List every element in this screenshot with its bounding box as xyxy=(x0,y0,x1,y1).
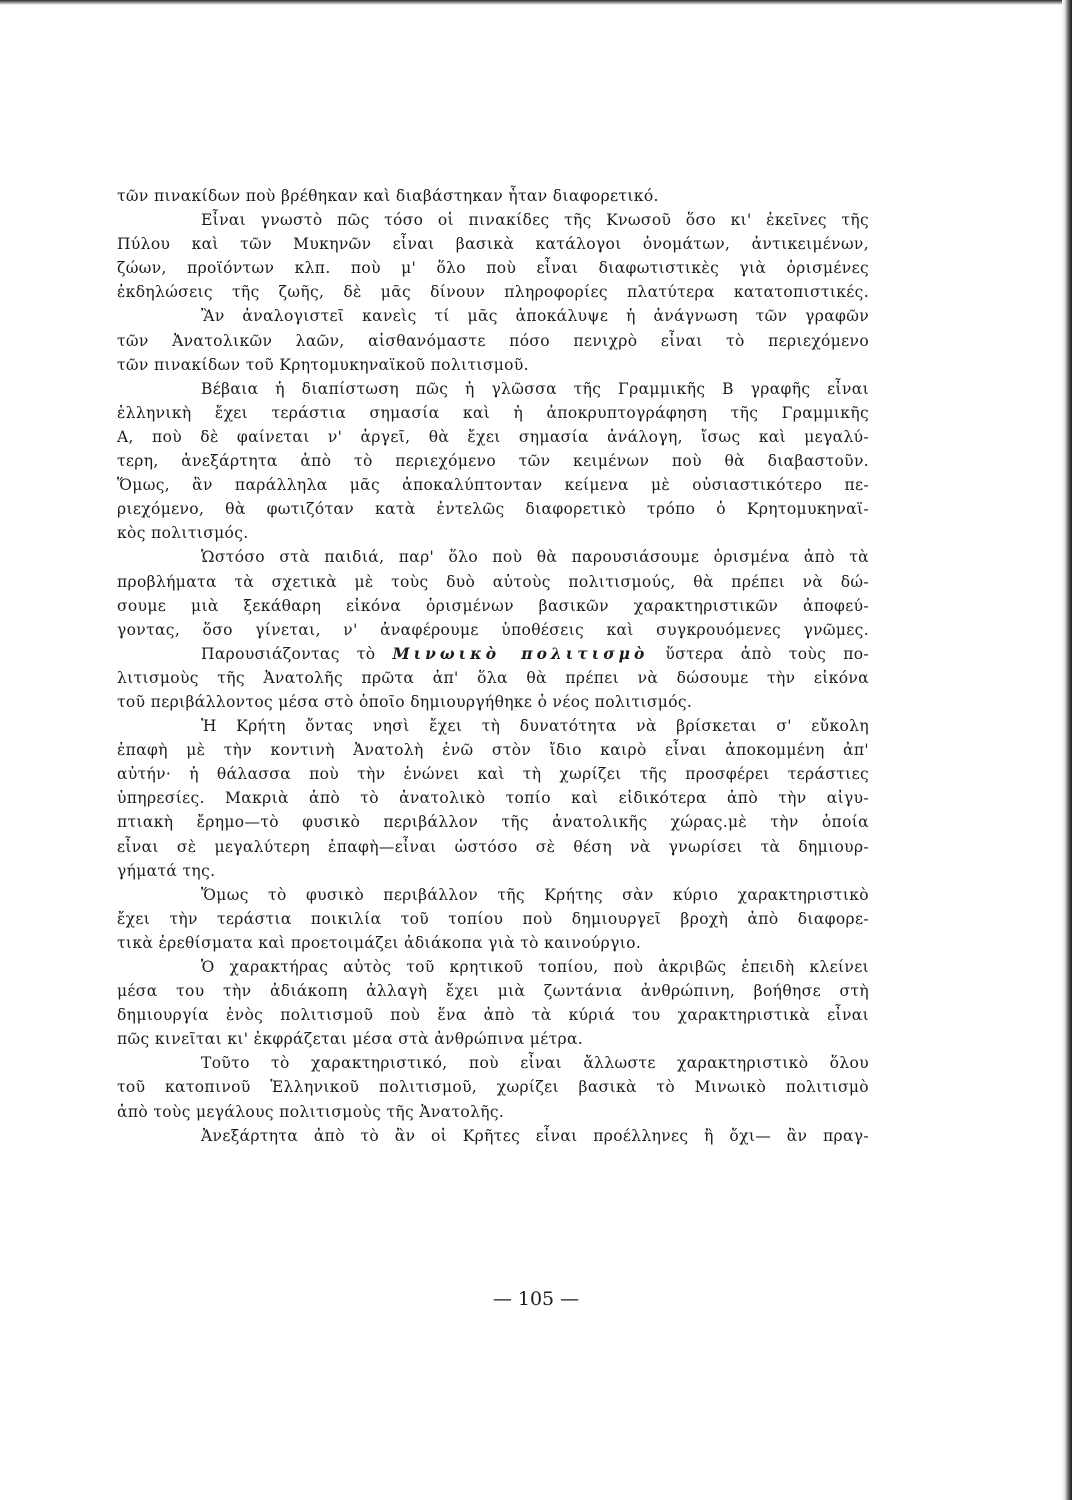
text-line: ζώων, προϊόντων κλπ. ποὺ μ' ὅλο ποὺ εἶναι διαφωτιστικὲς γιὰ ὁρισμένες xyxy=(117,259,869,278)
text-line: εἶναι σὲ μεγαλύτερη ἐπαφὴ—εἶναι ὡστόσο σὲ θέση νὰ γνωρίσει τὰ δημιουρ- xyxy=(117,837,869,856)
text-line: ριεχόμενο, θὰ φωτιζόταν κατὰ ἐντελῶς διαφορετικὸ τρόπο ὁ Κρητομυκηναϊ- xyxy=(117,500,869,519)
text-line: δημιουργία ἑνὸς πολιτισμοῦ ποὺ ἕνα ἀπὸ τὰ κύριά του χαρακτηριστικὰ εἶναι xyxy=(117,1006,869,1025)
text-line: Ὅμως τὸ φυσικὸ περιβάλλον τῆς Κρήτης σὰν κύριο χαρακτηριστικὸ xyxy=(201,885,869,904)
text-line: Πύλου καὶ τῶν Μυκηνῶν εἶναι βασικὰ κατάλογοι ὀνομάτων, ἀντικειμένων, xyxy=(117,235,869,254)
text-line: αὐτήν· ἡ θάλασσα ποὺ τὴν ἑνώνει καὶ τὴ χωρίζει τῆς προσφέρει τεράστιες xyxy=(117,765,869,784)
text-line: τικὰ ἐρεθίσματα καὶ προετοιμάζει ἀδιάκοπα γιὰ τὸ καινούργιο. xyxy=(117,933,642,952)
text-line: κὸς πολιτισμός. xyxy=(117,524,249,543)
text-fragment: ὕστερα ἀπὸ τοὺς πο- xyxy=(665,644,870,663)
text-line: Α, ποὺ δὲ φαίνεται ν' ἀργεῖ, θὰ ἔχει σημασία ἀνάλογη, ἴσως καὶ μεγαλύ- xyxy=(117,427,869,446)
text-line: τοῦ περιβάλλοντος μέσα στὸ ὁποῖο δημιουργήθηκε ὁ νέος πολιτισμός. xyxy=(117,692,693,711)
text-line: ἐπαφὴ μὲ τὴν κοντινὴ Ἀνατολὴ ἐνῶ στὸν ἴδιο καιρὸ εἶναι ἀποκομμένη ἀπ' xyxy=(117,741,869,760)
text-line: Ἂν ἀναλογιστεῖ κανεὶς τί μᾶς ἀποκάλυψε ἡ ἀνάγνωση τῶν γραφῶν xyxy=(201,307,869,326)
page-body-text xyxy=(117,184,869,1148)
text-line: γήματά της. xyxy=(117,861,216,880)
text-line: πτιακὴ ἔρημο—τὸ φυσικὸ περιβάλλον τῆς ἀνατολικῆς χώρας.μὲ τὴν ὁποία xyxy=(117,813,869,832)
text-line xyxy=(117,642,869,666)
text-line: σουμε μιὰ ξεκάθαρη εἰκόνα ὁρισμένων βασικῶν χαρακτηριστικῶν ἀποφεύ- xyxy=(117,596,869,615)
text-line: πῶς κινεῖται κι' ἐκφράζεται μέσα στὰ ἀνθρώπινα μέτρα. xyxy=(117,1030,584,1049)
text-line: τῶν πινακίδων τοῦ Κρητομυκηναϊκοῦ πολιτισμοῦ. xyxy=(117,355,529,374)
text-line: Ἡ Κρήτη ὄντας νησὶ ἔχει τὴ δυνατότητα νὰ βρίσκεται σ' εὔκολη xyxy=(201,717,869,736)
text-line: ἐκδηλώσεις τῆς ζωῆς, δὲ μᾶς δίνουν πληροφορίες πλατύτερα κατατοπιστικές. xyxy=(117,283,869,302)
text-line: Ὁ χαρακτήρας αὐτὸς τοῦ κρητικοῦ τοπίου, ποὺ ἀκριβῶς ἐπειδὴ κλείνει xyxy=(201,958,869,976)
text-line: τοῦ κατοπινοῦ Ἑλληνικοῦ πολιτισμοῦ, χωρίζει βασικὰ τὸ Μινωικὸ πολιτισμὸ xyxy=(117,1078,869,1097)
text-line: Τοῦτο τὸ χαρακτηριστικό, ποὺ εἶναι ἄλλωστε χαρακτηριστικὸ ὅλου xyxy=(201,1054,869,1073)
scan-edge-right xyxy=(1062,0,1072,1500)
page-number: — 105 — xyxy=(492,1288,580,1310)
text-line: προβλήματα τὰ σχετικὰ μὲ τοὺς δυὸ αὐτοὺς πολιτισμούς, θὰ πρέπει νὰ δώ- xyxy=(117,572,869,591)
text-line: λιτισμοὺς τῆς Ἀνατολῆς πρῶτα ἀπ' ὅλα θὰ πρέπει νὰ δώσουμε τὴν εἰκόνα xyxy=(117,668,869,687)
text-line: Ἀνεξάρτητα ἀπὸ τὸ ἂν οἱ Κρῆτες εἶναι προέλληνες ἢ ὄχι— ἂν πραγ- xyxy=(201,1126,869,1145)
text-line: τῶν Ἀνατολικῶν λαῶν, αἰσθανόμαστε πόσο πενιχρὸ εἶναι τὸ περιεχόμενο xyxy=(117,331,869,350)
text-line: γοντας, ὅσο γίνεται, ν' ἀναφέρουμε ὑποθέσεις καὶ συγκρουόμενες γνῶμες. xyxy=(117,620,869,639)
text-line: ἀπὸ τοὺς μεγάλους πολιτισμοὺς τῆς Ἀνατολῆς. xyxy=(117,1102,505,1121)
text-line: τερη, ἀνεξάρτητα ἀπὸ τὸ περιεχόμενο τῶν κειμένων ποὺ θὰ διαβαστοῦν. xyxy=(117,452,869,471)
text-line: Βέβαια ἡ διαπίστωση πῶς ἡ γλῶσσα τῆς Γραμμικῆς Β γραφῆς εἶναι xyxy=(201,379,869,398)
scan-edge-top xyxy=(0,0,1072,5)
text-line: τῶν πινακίδων ποὺ βρέθηκαν καὶ διαβάστηκαν ἦταν διαφορετικό. xyxy=(117,187,659,205)
text-line: Ὅμως, ἂν παράλληλα μᾶς ἀποκαλύπτονταν κείμενα μὲ οὐσιαστικότερο πε- xyxy=(117,476,869,495)
text-line: μέσα του τὴν ἀδιάκοπη ἀλλαγὴ ἔχει μιὰ ζωντάνια ἀνθρώπινη, βοήθησε στὴ xyxy=(117,982,869,1001)
text-line: Ὡστόσο στὰ παιδιά, παρ' ὅλο ποὺ θὰ παρουσιάσουμε ὁρισμένα ἀπὸ τὰ xyxy=(201,548,869,567)
text-line: Εἶναι γνωστὸ πῶς τόσο οἱ πινακίδες τῆς Κνωσοῦ ὅσο κι' ἐκεῖνες τῆς xyxy=(201,211,869,230)
text-line: ἔχει τὴν τεράστια ποικιλία τοῦ τοπίου ποὺ δημιουργεῖ βροχὴ ἀπὸ διαφορε- xyxy=(117,909,869,928)
text-line: ὑπηρεσίες. Μακριὰ ἀπὸ τὸ ἀνατολικὸ τοπίο καὶ εἰδικότερα ἀπὸ τὴν αἰγυ- xyxy=(117,789,869,808)
text-line: ἑλληνικὴ ἔχει τεράστια σημασία καὶ ἡ ἀποκρυπτογράφηση τῆς Γραμμικῆς xyxy=(117,403,869,422)
text-fragment: Παρουσιάζοντας τὸ xyxy=(201,644,376,663)
emphasized-term: Μινωικὸ πολιτισμὸ xyxy=(392,643,649,663)
